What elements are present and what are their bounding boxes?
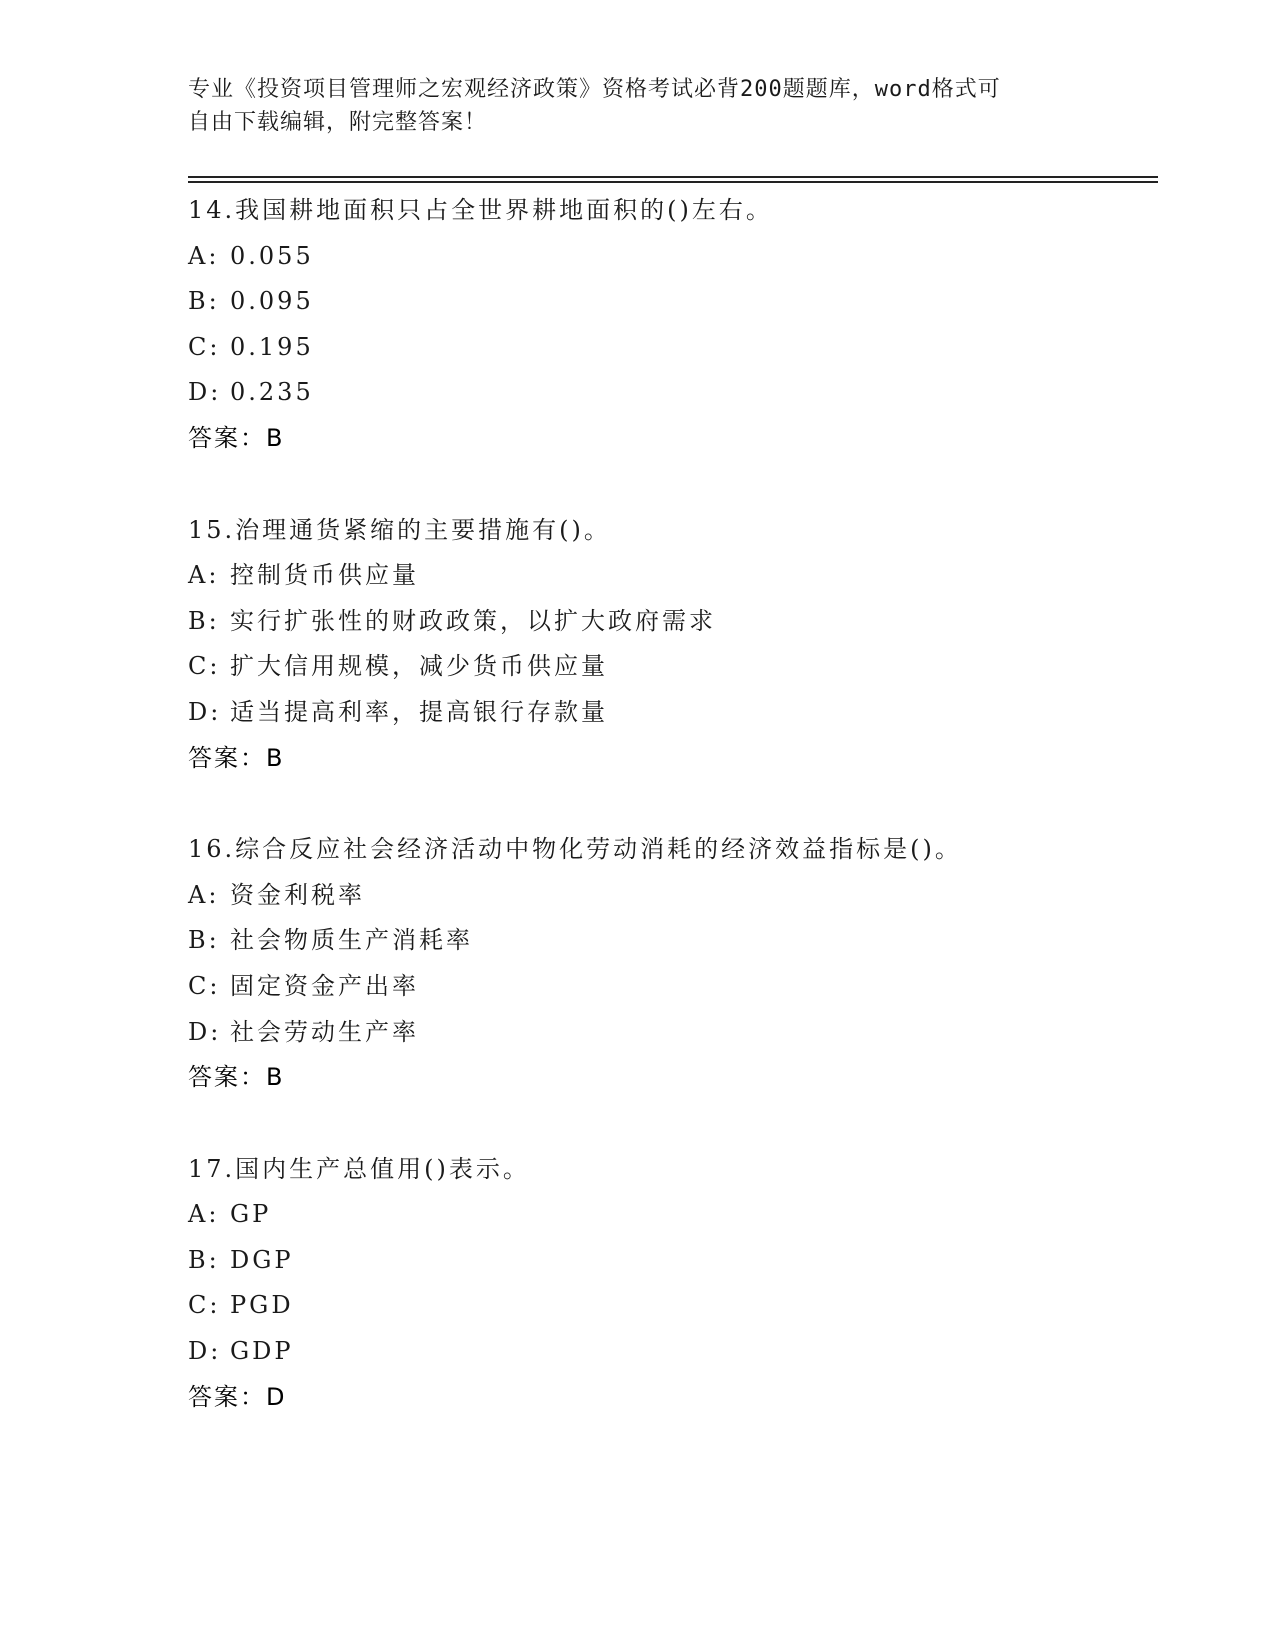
option-key: C: xyxy=(188,652,221,681)
answer-line: 答案：B xyxy=(188,1063,285,1092)
option-text: PGD xyxy=(230,1291,294,1320)
option-a xyxy=(188,234,1168,280)
option-text: 0.235 xyxy=(230,378,314,407)
question-stem: 15.治理通货紧缩的主要措施有()。 xyxy=(188,515,611,544)
option-key: C: xyxy=(188,1291,221,1320)
answer-line: 答案：B xyxy=(188,423,285,452)
option-d xyxy=(188,370,1168,416)
option-text: 实行扩张性的财政政策，以扩大政府需求 xyxy=(230,606,716,635)
header-line-1: 专业《投资项目管理师之宏观经济政策》资格考试必背200题题库，word格式可 xyxy=(188,77,1001,102)
option-d xyxy=(188,1329,1168,1375)
header-divider-bottom xyxy=(188,181,1158,183)
option-text: 固定资金产出率 xyxy=(230,971,419,1000)
option-text: 社会劳动生产率 xyxy=(230,1017,419,1046)
option-b xyxy=(188,918,1168,964)
option-c xyxy=(188,1283,1168,1329)
document-header xyxy=(188,73,1088,139)
option-key: D: xyxy=(188,1337,222,1366)
option-b xyxy=(188,599,1168,645)
option-a xyxy=(188,873,1168,919)
question-16 xyxy=(188,827,1168,1101)
option-b xyxy=(188,1238,1168,1284)
option-key: D: xyxy=(188,1017,222,1046)
option-text: 扩大信用规模，减少货币供应量 xyxy=(230,652,608,681)
option-key: D: xyxy=(188,697,222,726)
option-key: A: xyxy=(188,880,220,909)
answer-line: 答案：D xyxy=(188,1382,287,1411)
option-key: A: xyxy=(188,1200,220,1229)
answer-line: 答案：B xyxy=(188,743,285,772)
option-key: B: xyxy=(188,926,220,955)
option-text: GDP xyxy=(230,1337,294,1366)
question-17 xyxy=(188,1147,1168,1421)
option-key: C: xyxy=(188,332,221,361)
question-14 xyxy=(188,188,1168,462)
question-stem: 14.我国耕地面积只占全世界耕地面积的()左右。 xyxy=(188,196,773,224)
option-key: C: xyxy=(188,971,221,1000)
option-key: A: xyxy=(188,241,220,270)
option-key: B: xyxy=(188,287,220,316)
option-c xyxy=(188,644,1168,690)
option-text: 适当提高利率，提高银行存款量 xyxy=(230,697,608,726)
question-stem: 17.国内生产总值用()表示。 xyxy=(188,1154,530,1183)
option-text: GP xyxy=(230,1200,272,1229)
option-text: 控制货币供应量 xyxy=(230,561,419,590)
option-c xyxy=(188,325,1168,371)
question-15 xyxy=(188,508,1168,782)
header-divider-top xyxy=(188,176,1158,178)
question-list xyxy=(188,188,1168,1466)
option-c xyxy=(188,964,1168,1010)
option-b xyxy=(188,279,1168,325)
option-text: 0.055 xyxy=(230,241,314,270)
header-line-2: 自由下载编辑，附完整答案！ xyxy=(188,110,488,135)
option-text: 资金利税率 xyxy=(230,880,365,909)
option-text: DGP xyxy=(230,1245,294,1274)
option-d xyxy=(188,690,1168,736)
option-key: A: xyxy=(188,561,220,590)
option-key: D: xyxy=(188,378,222,407)
question-stem: 16.综合反应社会经济活动中物化劳动消耗的经济效益指标是()。 xyxy=(188,835,962,864)
option-text: 0.095 xyxy=(230,287,314,316)
option-a xyxy=(188,553,1168,599)
option-d xyxy=(188,1010,1168,1056)
option-text: 0.195 xyxy=(230,332,314,361)
option-text: 社会物质生产消耗率 xyxy=(230,926,473,955)
option-key: B: xyxy=(188,606,220,635)
option-a xyxy=(188,1192,1168,1238)
option-key: B: xyxy=(188,1245,220,1274)
